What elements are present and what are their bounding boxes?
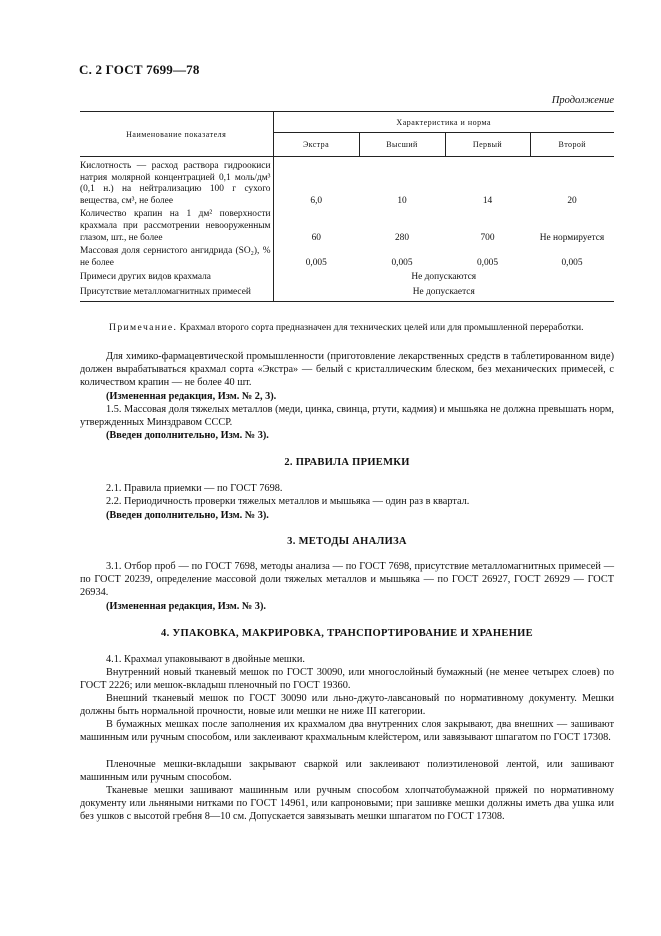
edit-note: (Введен дополнительно, Изм. № 3).	[106, 430, 269, 441]
grade-header: Второй	[530, 133, 614, 157]
row-value: 60	[311, 232, 321, 243]
page-header: С. 2 ГОСТ 7699—78	[79, 62, 200, 77]
section-heading: 3. МЕТОДЫ АНАЛИЗА	[287, 536, 407, 547]
table-note	[89, 322, 614, 335]
paragraph: Внутренний новый тканевый мешок по ГОСТ 30090, или многослойный бумажный (не менее четырех слоев) по ГОСТ 2226; или мешок-вкладыш пленочный по ГОСТ 19360.	[80, 667, 614, 692]
col-header-group: Характеристика и норма	[273, 112, 614, 133]
row-value: 6,0	[310, 195, 323, 206]
grade-header: Первый	[445, 133, 530, 157]
row-span-value: Не допускаются	[411, 272, 477, 283]
row-value: 280	[394, 232, 410, 243]
paragraph: 2.2. Периодичность проверки тяжелых металлов и мышьяка — один раз в квартал.	[106, 496, 470, 507]
paragraph: Пленочные мешки-вкладыши закрывают сваркой или заклеивают полиэтиленовой лентой, или зашивают машинным или ручным способом.	[80, 759, 614, 784]
table-row	[80, 284, 614, 301]
section-heading: 4. УПАКОВКА, МАКРИРОВКА, ТРАНСПОРТИРОВАНИЕ И ХРАНЕНИЕ	[161, 628, 533, 639]
spec-table	[80, 111, 614, 302]
row-value: 700	[480, 232, 495, 243]
row-name: Количество крапин на 1 дм² поверхности крахмала при рассмотрении невооруженным глазом, шт., не более	[80, 207, 273, 244]
paragraph: 4.1. Крахмал упаковывают в двойные мешки.	[106, 654, 305, 665]
row-name: Присутствие металломагнитных примесей	[80, 284, 273, 301]
row-value: Не нормируется	[539, 232, 605, 243]
paragraph: В бумажных мешках после заполнения их крахмалом два внутренних слоя закрывают, два внешних — зашивают машинным или ручным способом, или заклеивают крахмальным клейстером, или завязывают шпагатом по ГОСТ 17308.	[80, 719, 614, 744]
row-name: Кислотность — расход раствора гидроокиси натрия молярной концентрацией 0,1 моль/дм³ (0,1 н.) на нейтрализацию 100 г сухого вещества, см³, не более	[80, 157, 273, 208]
paragraph: Для химико-фармацевтической промышленности (приготовление лекарственных средств в таблетированном виде) должен вырабатываться крахмал сорта «Экстра» — белый с кристаллическим блеском, без механических примесей, с количеством крапин — не более 40 шт.	[80, 351, 614, 389]
edit-note: (Введен дополнительно, Изм. № 3).	[106, 510, 269, 521]
table-row	[80, 244, 614, 269]
paragraph: Внешний тканевый мешок по ГОСТ 30090 или льно-джуто-лавсановый по нормативному документу. Мешки должны быть нормальной прочности, новые или мешки не ниже III категории.	[80, 693, 614, 718]
table-row	[80, 269, 614, 284]
paragraph: 2.1. Правила приемки — по ГОСТ 7698.	[106, 483, 283, 494]
paragraph: 1.5. Массовая доля тяжелых металлов (меди, цинка, свинца, ртути, кадмия) и мышьяка не должна превышать норм, утвержденных Минздравом СССР.	[80, 404, 614, 429]
paragraph: Тканевые мешки зашивают машинным или ручным способом хлопчатобумажной пряжей по нормативному документу или льняными нитками по ГОСТ 14961, или капроновыми; при зашивке мешки должны иметь два ушка или без ушков с высотой гребня 8—10 см. Допускается завязывать мешки шпагатом по ГОСТ 17308.	[80, 785, 614, 823]
section-heading: 2. ПРАВИЛА ПРИЕМКИ	[284, 457, 410, 468]
row-value: 20	[567, 195, 577, 206]
row-name: Примеси других видов крахмала	[80, 269, 273, 284]
row-value: 10	[397, 195, 407, 206]
table-row	[80, 207, 614, 244]
row-value: 0,005	[476, 257, 499, 268]
row-value: 0,005	[305, 257, 327, 268]
grade-header: Высший	[359, 133, 445, 157]
row-value: 0,005	[391, 257, 413, 268]
grade-header: Экстра	[273, 133, 359, 157]
paragraph: 3.1. Отбор проб — по ГОСТ 7698, методы анализа — по ГОСТ 7698, присутствие металломагнитных примесей — по ГОСТ 20239, определение массовой доли тяжелых металлов и мышьяка — по ГОСТ 26927, ГОСТ 26929 — ГОСТ 26934.	[80, 561, 614, 599]
edit-note: (Измененная редакция, Изм. № 2, 3).	[106, 391, 277, 402]
row-span-value: Не допускается	[273, 284, 614, 301]
row-name: Массовая доля сернистого ангидрида (SO₂), % не более	[80, 244, 273, 269]
table-row	[80, 157, 614, 208]
row-value: 14	[482, 195, 493, 206]
note-text: Крахмал второго сорта предназначен для технических целей или для промышленной переработки.	[179, 322, 584, 333]
edit-note: (Измененная редакция, Изм. № 3).	[106, 601, 266, 612]
col-header-name: Наименование показателя	[80, 112, 273, 157]
continuation-label: Продолжение	[551, 95, 614, 106]
note-label: Примечание.	[109, 322, 178, 333]
row-value: 0,005	[561, 257, 583, 268]
